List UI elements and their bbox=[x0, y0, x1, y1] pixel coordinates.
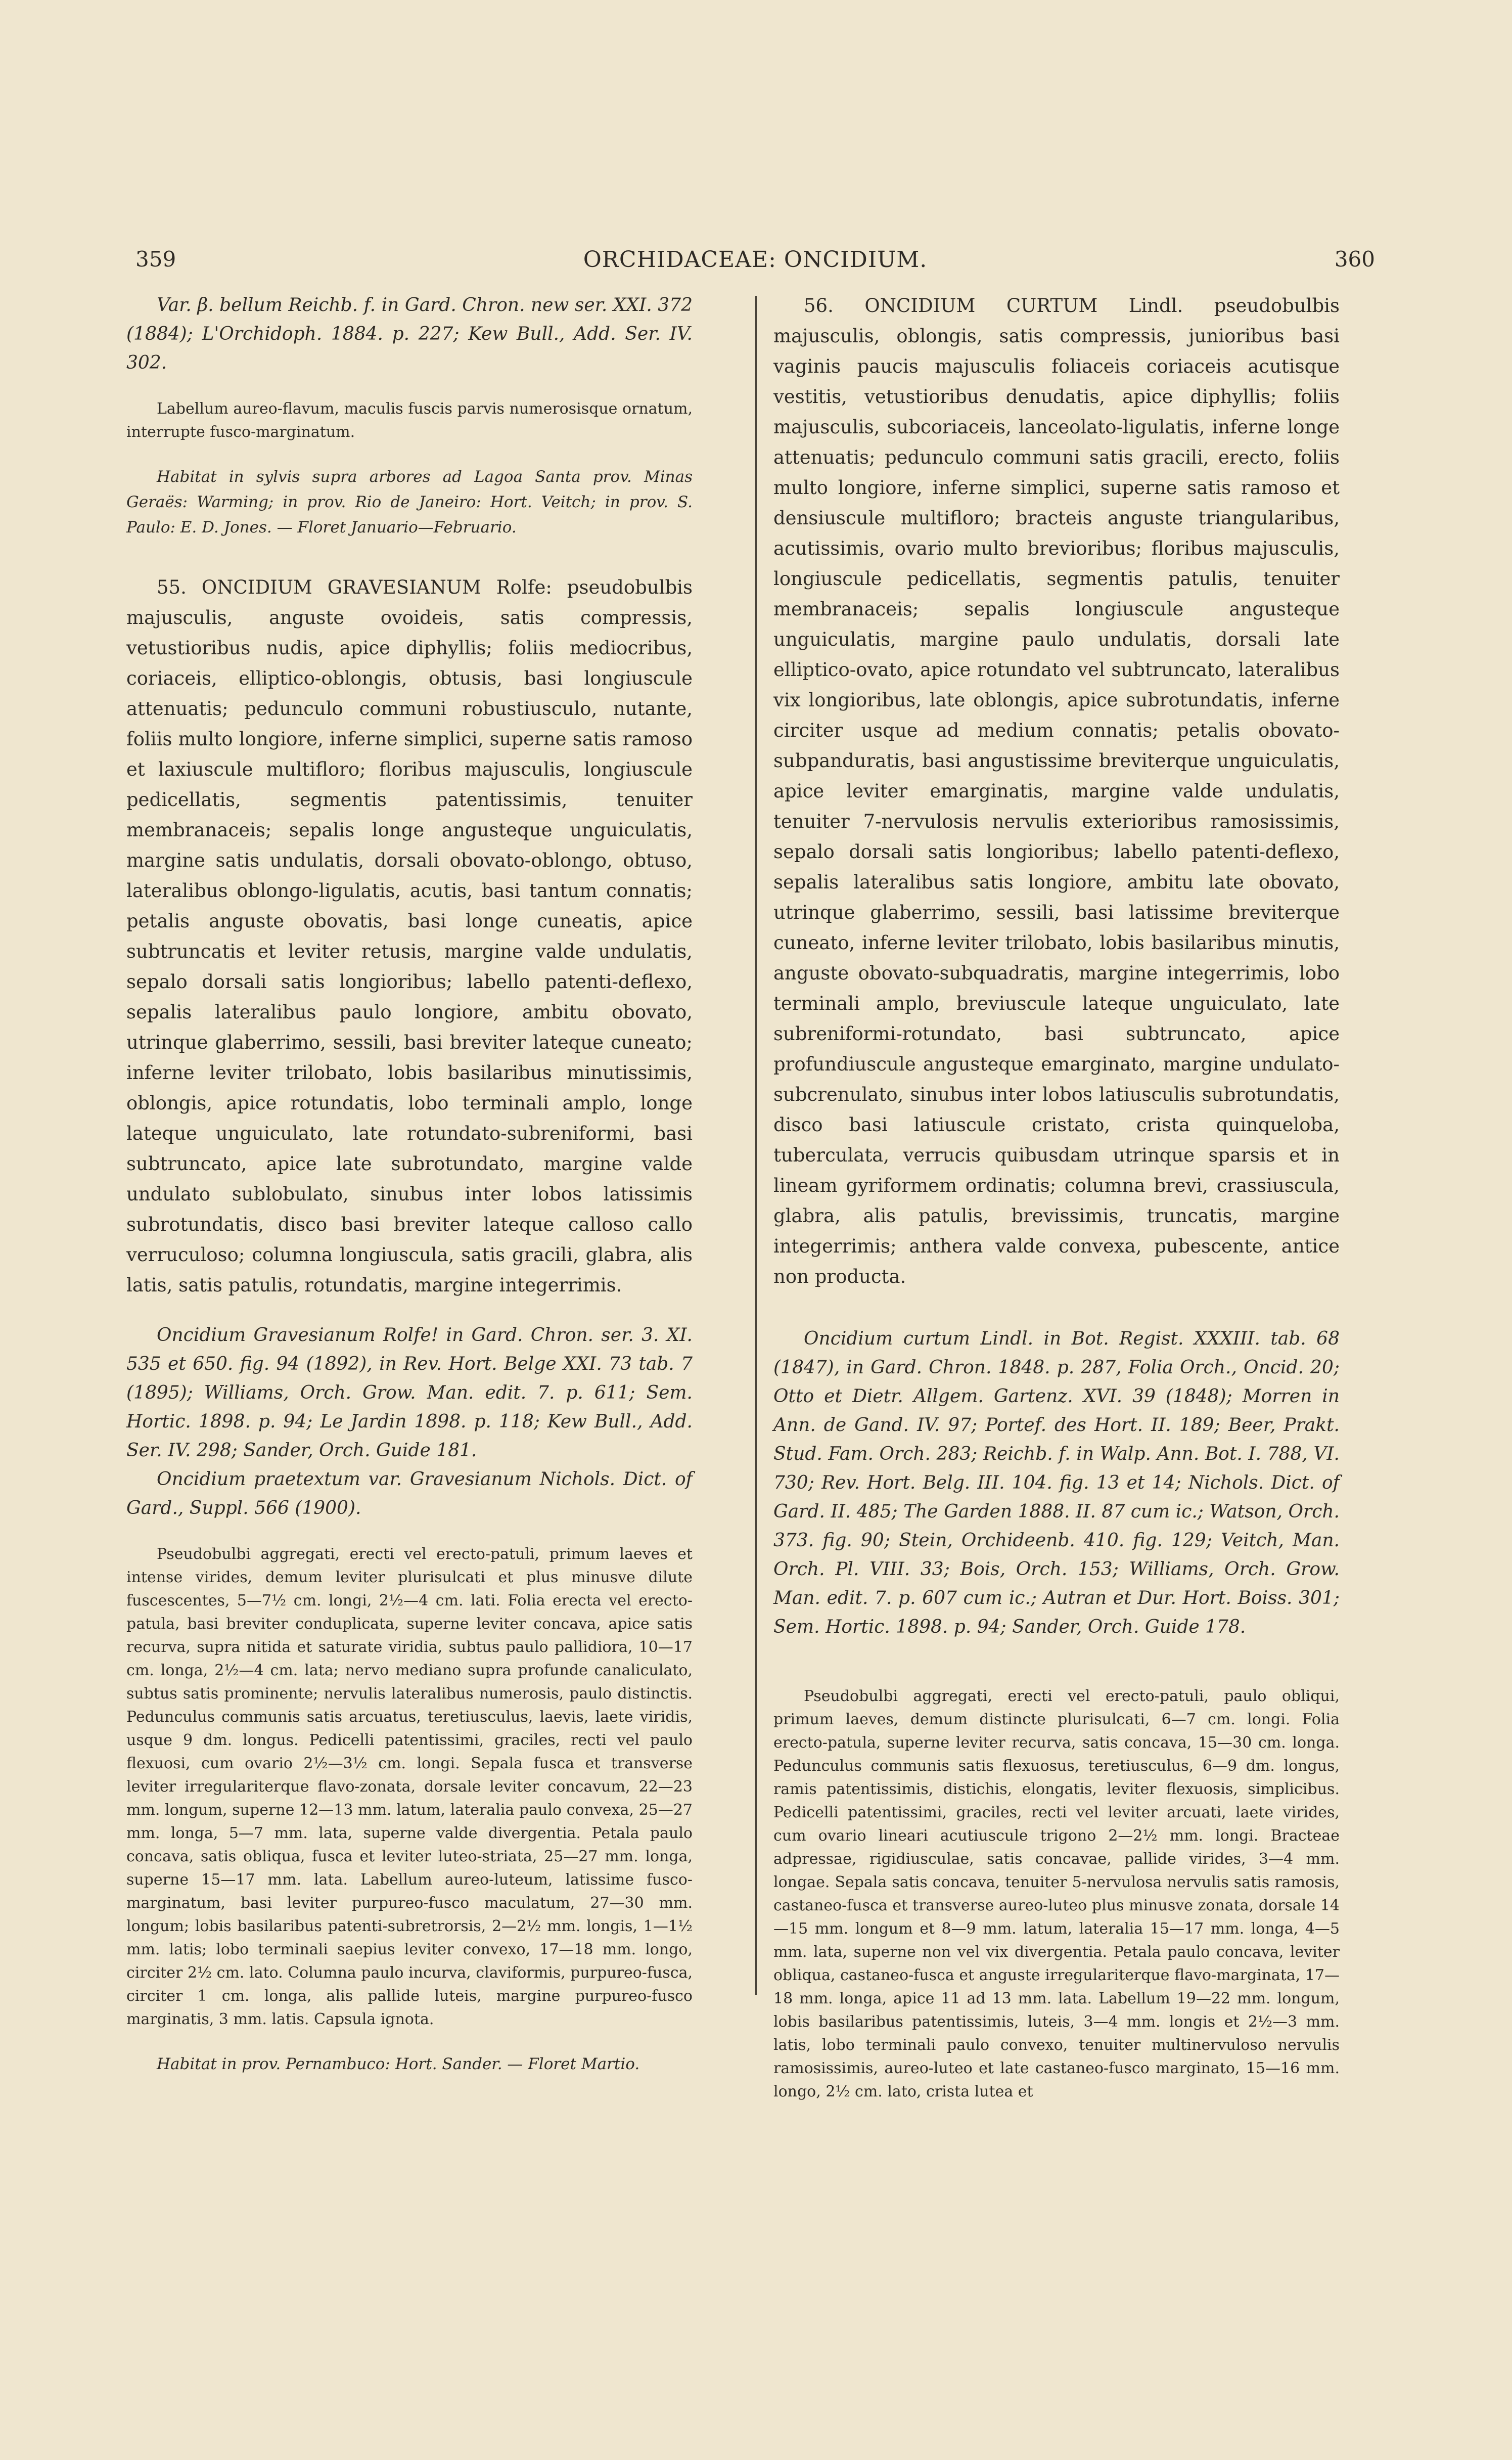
variety-labellum-note: Labellum aureo-flavum, maculis fuscis parvis numerosisque ornatum, interrupte fusco-marginatum. bbox=[126, 400, 693, 441]
page-title: ORCHIDACEAE: ONCIDIUM. bbox=[583, 247, 928, 273]
species-55-diagnosis: 55. ONCIDIUM GRAVESIANUM Rolfe: pseudobulbis majusculis, anguste ovoideis, satis compressis, vetustioribus nudis, apice diphyllis; foliis mediocribus, coriaceis, elliptico-oblongis, obtusis, basi longiuscule attenuatis; pedunculo communi robustiusculo, nutante, foliis multo longiore, inferne simplici, superne satis ramoso et laxiuscule multifloro; floribus majusculis, longiuscule pedicellatis, segmentis patentissimis, tenuiter membranaceis; sepalis longe angusteque unguiculatis, margine satis undulatis, dorsali obovato-oblongo, obtuso, lateralibus oblongo-ligulatis, acutis, basi tantum connatis; petalis anguste obovatis, basi longe cuneatis, apice subtruncatis et leviter retusis, margine valde undulatis, sepalo dorsali satis longioribus; labello patenti-deflexo, sepalis lateralibus paulo longiore, ambitu obovato, utrinque glaberrimo, sessili, basi breviter lateque cuneato; inferne leviter trilobato, lobis basilaribus minutissimis, oblongis, apice rotundatis, lobo terminali amplo, longe lateque unguiculato, late rotundato-subreniformi, basi subtruncato, apice late subrotundato, margine valde undulato sublobulato, sinubus inter lobos latissimis subrotundatis, disco basi breviter lateque calloso callo verruculoso; columna longiuscula, satis gracili, glabra, alis latis, satis patulis, rotundatis, margine integerrimis. bbox=[126, 576, 693, 1296]
species-56-description: Pseudobulbi aggregati, erecti vel erecto-patuli, paulo obliqui, primum laeves, demum distincte plurisulcati, 6—7 cm. longi. Folia erecto-patula, superne leviter recurva, satis concava, 15—30 cm. longa. Pedunculus communis satis flexuosus, teretiusculus, 6—9 dm. longus, ramis patentissimis, distichis, elongatis, leviter flexuosis, simplicibus. Pedicelli patentissimi, graciles, recti vel leviter arcuati, laete virides, cum ovario lineari acutiuscule trigono 2—2½ mm. longi. Bracteae adpressae, rigidiusculae, satis concavae, pallide virides, 3—4 mm. longae. Sepala satis concava, tenuiter 5-nervulosa nervulis satis ramosis, castaneo-fusca et transverse aureo-luteo plus minusve zonata, dorsale 14—15 mm. longum et 8—9 mm. latum, lateralia 15—17 mm. longa, 4—5 mm. lata, superne non vel vix divergentia. Petala paulo concava, leviter obliqua, castaneo-fusca et anguste irregulariterque flavo-marginata, 17—18 mm. longa, apice 11 ad 13 mm. lata. Labellum 19—22 mm. longum, lobis basilaribus patentissimis, luteis, 3—4 mm. longis et 2½—3 mm. latis, lobo terminali paulo convexo, tenuiter multinervuloso nervulis ramosissimis, aureo-luteo et late castaneo-fusco marginato, 15—16 mm. longo, 2½ cm. lato, crista lutea et bbox=[773, 1687, 1340, 2100]
species-55-references: Oncidium Gravesianum Rolfe! in Gard. Chron. ser. 3. XI. 535 et 650. fig. 94 (1892), in Rev. Hort. Belge XXI. 73 tab. 7 (1895); Williams, Orch. Grow. Man. edit. 7. p. 611; Sem. Hortic. 1898. p. 94; Le Jardin 1898. p. 118; Kew Bull., Add. Ser. IV. 298; Sander, Orch. Guide 181. bbox=[126, 1325, 693, 1461]
species-55-habitat: Habitat in prov. Pernambuco: Hort. Sander. — Floret Martio. bbox=[157, 2055, 640, 2073]
page-number-left: 359 bbox=[135, 247, 176, 272]
right-column bbox=[773, 291, 1340, 2104]
variety-reference: Var. β. bellum Reichb. f. in Gard. Chron. new ser. XXI. 372 (1884); L'Orchidoph. 1884. p. 227; Kew Bull., Add. Ser. IV. 302. bbox=[126, 295, 693, 373]
column-divider bbox=[755, 296, 757, 1995]
species-56-references: Oncidium curtum Lindl. in Bot. Regist. XXXIII. tab. 68 (1847), in Gard. Chron. 1848. p. 287, Folia Orch., Oncid. 20; Otto et Dietr. Allgem. Gartenz. XVI. 39 (1848); Morren in Ann. de Gand. IV. 97; Portef. des Hort. II. 189; Beer, Prakt. Stud. Fam. Orch. 283; Reichb. f. in Walp. Ann. Bot. I. 788, VI. 730; Rev. Hort. Belg. III. 104. fig. 13 et 14; Nichols. Dict. of Gard. II. 485; The Garden 1888. II. 87 cum ic.; Watson, Orch. 373. fig. 90; Stein, Orchideenb. 410. fig. 129; Veitch, Man. Orch. Pl. VIII. 33; Bois, Orch. 153; Williams, Orch. Grow. Man. edit. 7. p. 607 cum ic.; Autran et Dur. Hort. Boiss. 301; Sem. Hortic. 1898. p. 94; Sander, Orch. Guide 178. bbox=[773, 1328, 1340, 1637]
page-number-right: 360 bbox=[1334, 247, 1375, 272]
variety-habitat: Habitat in sylvis supra arbores ad Lagoa Santa prov. Minas Geraës: Warming; in prov. Rio de Janeiro: Hort. Veitch; in prov. S. Paulo: E. D. Jones. — Floret Januario—Februario. bbox=[126, 468, 693, 536]
species-55-description: Pseudobulbi aggregati, erecti vel erecto-patuli, primum laeves et intense virides, demum leviter plurisulcati et plus minusve dilute fuscescentes, 5—7½ cm. longi, 2½—4 cm. lati. Folia erecta vel erecto-patula, basi breviter conduplicata, superne leviter concava, apice satis recurva, supra nitida et saturate viridia, subtus paulo pallidiora, 10—17 cm. longa, 2½—4 cm. lata; nervo mediano supra profunde canaliculato, subtus satis prominente; nervulis lateralibus numerosis, paulo distinctis. Pedunculus communis satis arcuatus, teretiusculus, laevis, laete viridis, usque 9 dm. longus. Pedicelli patentissimi, graciles, recti vel paulo flexuosi, cum ovario 2½—3½ cm. longi. Sepala fusca et transverse leviter irregulariterque flavo-zonata, dorsale leviter concavum, 22—23 mm. longum, superne 12—13 mm. latum, lateralia paulo convexa, 25—27 mm. longa, 5—7 mm. lata, superne valde divergentia. Petala paulo concava, satis obliqua, fusca et leviter luteo-striata, 25—27 mm. longa, superne 15—17 mm. lata. Labellum aureo-luteum, latissime fusco-marginatum, basi leviter purpureo-fusco maculatum, 27—30 mm. longum; lobis basilaribus patenti-subretrorsis, 2—2½ mm. longis, 1—1½ mm. latis; lobo terminali saepius leviter convexo, 17—18 mm. longo, circiter 2½ cm. lato. Columna paulo incurva, claviformis, purpureo-fusca, circiter 1 cm. longa, alis pallide luteis, margine purpureo-fusco marginatis, 3 mm. latis. Capsula ignota. bbox=[126, 1545, 693, 2028]
species-56-diagnosis: 56. ONCIDIUM CURTUM Lindl. pseudobulbis majusculis, oblongis, satis compressis, junioribus basi vaginis paucis majusculis foliaceis coriaceis acutisque vestitis, vetustioribus denudatis, apice diphyllis; foliis majusculis, subcoriaceis, lanceolato-ligulatis, inferne longe attenuatis; pedunculo communi satis gracili, erecto, foliis multo longiore, inferne simplici, superne satis ramoso et densiuscule multifloro; bracteis anguste triangularibus, acutissimis, ovario multo brevioribus; floribus majusculis, longiuscule pedicellatis, segmentis patulis, tenuiter membranaceis; sepalis longiuscule angusteque unguiculatis, margine paulo undulatis, dorsali late elliptico-ovato, apice rotundato vel subtruncato, lateralibus vix longioribus, late oblongis, apice subrotundatis, inferne circiter usque ad medium connatis; petalis obovato-subpanduratis, basi angustissime breviterque unguiculatis, apice leviter emarginatis, margine valde undulatis, tenuiter 7-nervulosis nervulis exterioribus ramosissimis, sepalo dorsali satis longioribus; labello patenti-deflexo, sepalis lateralibus satis longiore, ambitu late obovato, utrinque glaberrimo, sessili, basi latissime breviterque cuneato, inferne leviter trilobato, lobis basilaribus minutis, anguste obovato-subquadratis, margine integerrimis, lobo terminali amplo, breviuscule lateque unguiculato, late subreniformi-rotundato, basi subtruncato, apice profundiuscule angusteque emarginato, margine undulato-subcrenulato, sinubus inter lobos latiusculis subrotundatis, disco basi latiuscule cristato, crista quinqueloba, tuberculata, verrucis quibusdam utrinque sparsis et in lineam gyriformem ordinatis; columna brevi, crassiuscula, glabra, alis patulis, brevissimis, truncatis, margine integerrimis; anthera valde convexa, pubescente, antice non producta. bbox=[773, 295, 1340, 1287]
running-head bbox=[135, 247, 1375, 282]
left-column bbox=[126, 291, 693, 2077]
species-55-synonym: Oncidium praetextum var. Gravesianum Nichols. Dict. of Gard., Suppl. 566 (1900). bbox=[126, 1469, 693, 1518]
